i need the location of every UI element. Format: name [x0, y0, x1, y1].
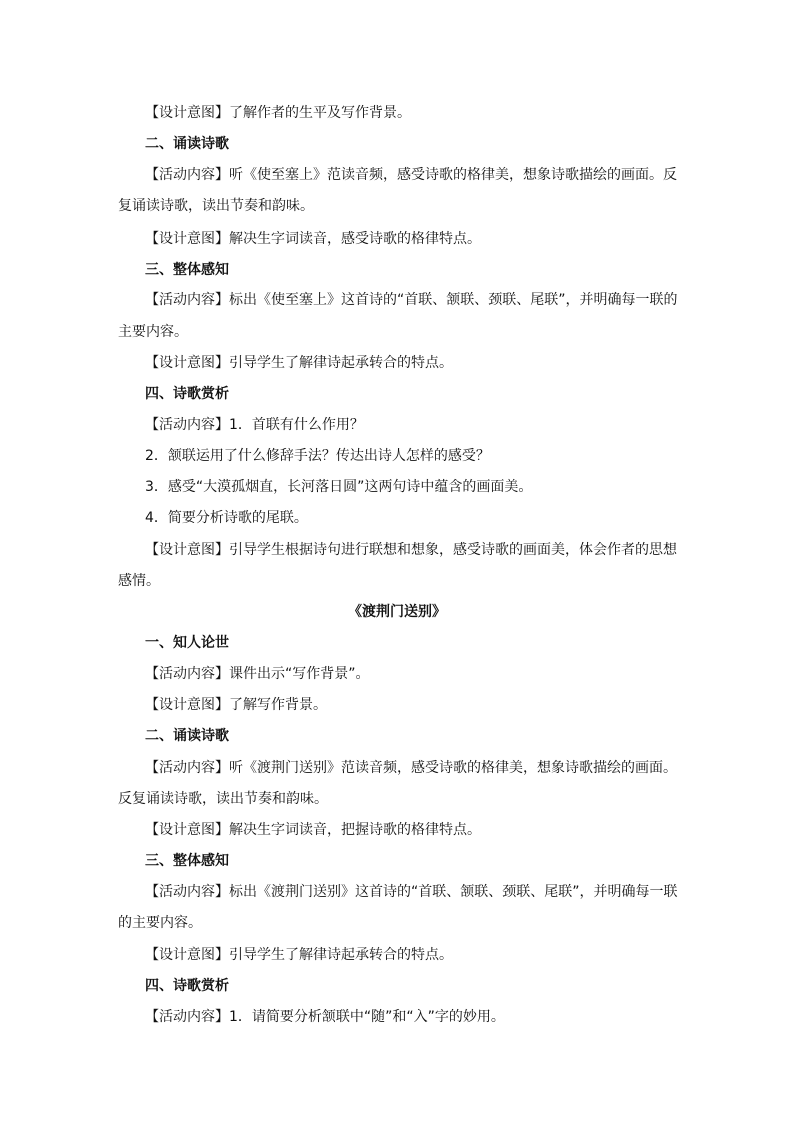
- activity-content-text-continued: 复诵读诗歌，读出节奏和韵味。: [118, 198, 314, 214]
- activity-content-text: 【活动内容】1．首联有什么作用？: [145, 417, 364, 433]
- design-intent-text: 【设计意图】引导学生根据诗句进行联想和想象，感受诗歌的画面美，体会作者的思想: [145, 542, 677, 558]
- section-heading: 二、诵读诗歌: [145, 136, 229, 152]
- design-intent-text: 【设计意图】解决生字词读音，感受诗歌的格律特点。: [145, 231, 481, 247]
- section-heading: 三、整体感知: [145, 262, 229, 278]
- activity-content-text: 【活动内容】课件出示“写作背景”。: [145, 666, 370, 682]
- poem-title: 《渡荆门送别》: [348, 604, 446, 620]
- question-item: 3．感受“大漠孤烟直，长河落日圆”这两句诗中蕴含的画面美。: [145, 479, 533, 495]
- design-intent-text: 【设计意图】引导学生了解律诗起承转合的特点。: [145, 947, 453, 963]
- activity-content-text-continued: 主要内容。: [118, 324, 188, 340]
- design-intent-text-continued: 感情。: [118, 573, 160, 589]
- activity-content-text-continued: 反复诵读诗歌，读出节奏和韵味。: [118, 791, 328, 807]
- activity-content-text: 【活动内容】听《渡荆门送别》范读音频，感受诗歌的格律美，想象诗歌描绘的画面。: [145, 760, 677, 776]
- design-intent-text: 【设计意图】解决生字词读音，把握诗歌的格律特点。: [145, 822, 481, 838]
- activity-content-text: 【活动内容】1．请简要分析颔联中“随”和“入”字的妙用。: [145, 1009, 505, 1025]
- activity-content-text: 【活动内容】标出《渡荆门送别》这首诗的“首联、颔联、颈联、尾联”，并明确每一联: [145, 884, 678, 900]
- question-item: 4．简要分析诗歌的尾联。: [145, 510, 308, 526]
- question-item: 2．颔联运用了什么修辞手法？传达出诗人怎样的感受？: [145, 448, 490, 464]
- activity-content-text: 【活动内容】标出《使至塞上》这首诗的“首联、颔联、颈联、尾联”，并明确每一联的: [145, 292, 678, 308]
- section-heading: 四、诗歌赏析: [145, 978, 229, 994]
- section-heading: 二、诵读诗歌: [145, 728, 229, 744]
- activity-content-text: 【活动内容】听《使至塞上》范读音频，感受诗歌的格律美，想象诗歌描绘的画面。反: [145, 167, 677, 183]
- design-intent-text: 【设计意图】了解作者的生平及写作背景。: [145, 105, 411, 121]
- section-heading: 一、知人论世: [145, 635, 229, 651]
- section-heading: 三、整体感知: [145, 853, 229, 869]
- section-heading: 四、诗歌赏析: [145, 386, 229, 402]
- design-intent-text: 【设计意图】引导学生了解律诗起承转合的特点。: [145, 355, 453, 371]
- activity-content-text-continued: 的主要内容。: [118, 915, 202, 931]
- design-intent-text: 【设计意图】了解写作背景。: [145, 697, 327, 713]
